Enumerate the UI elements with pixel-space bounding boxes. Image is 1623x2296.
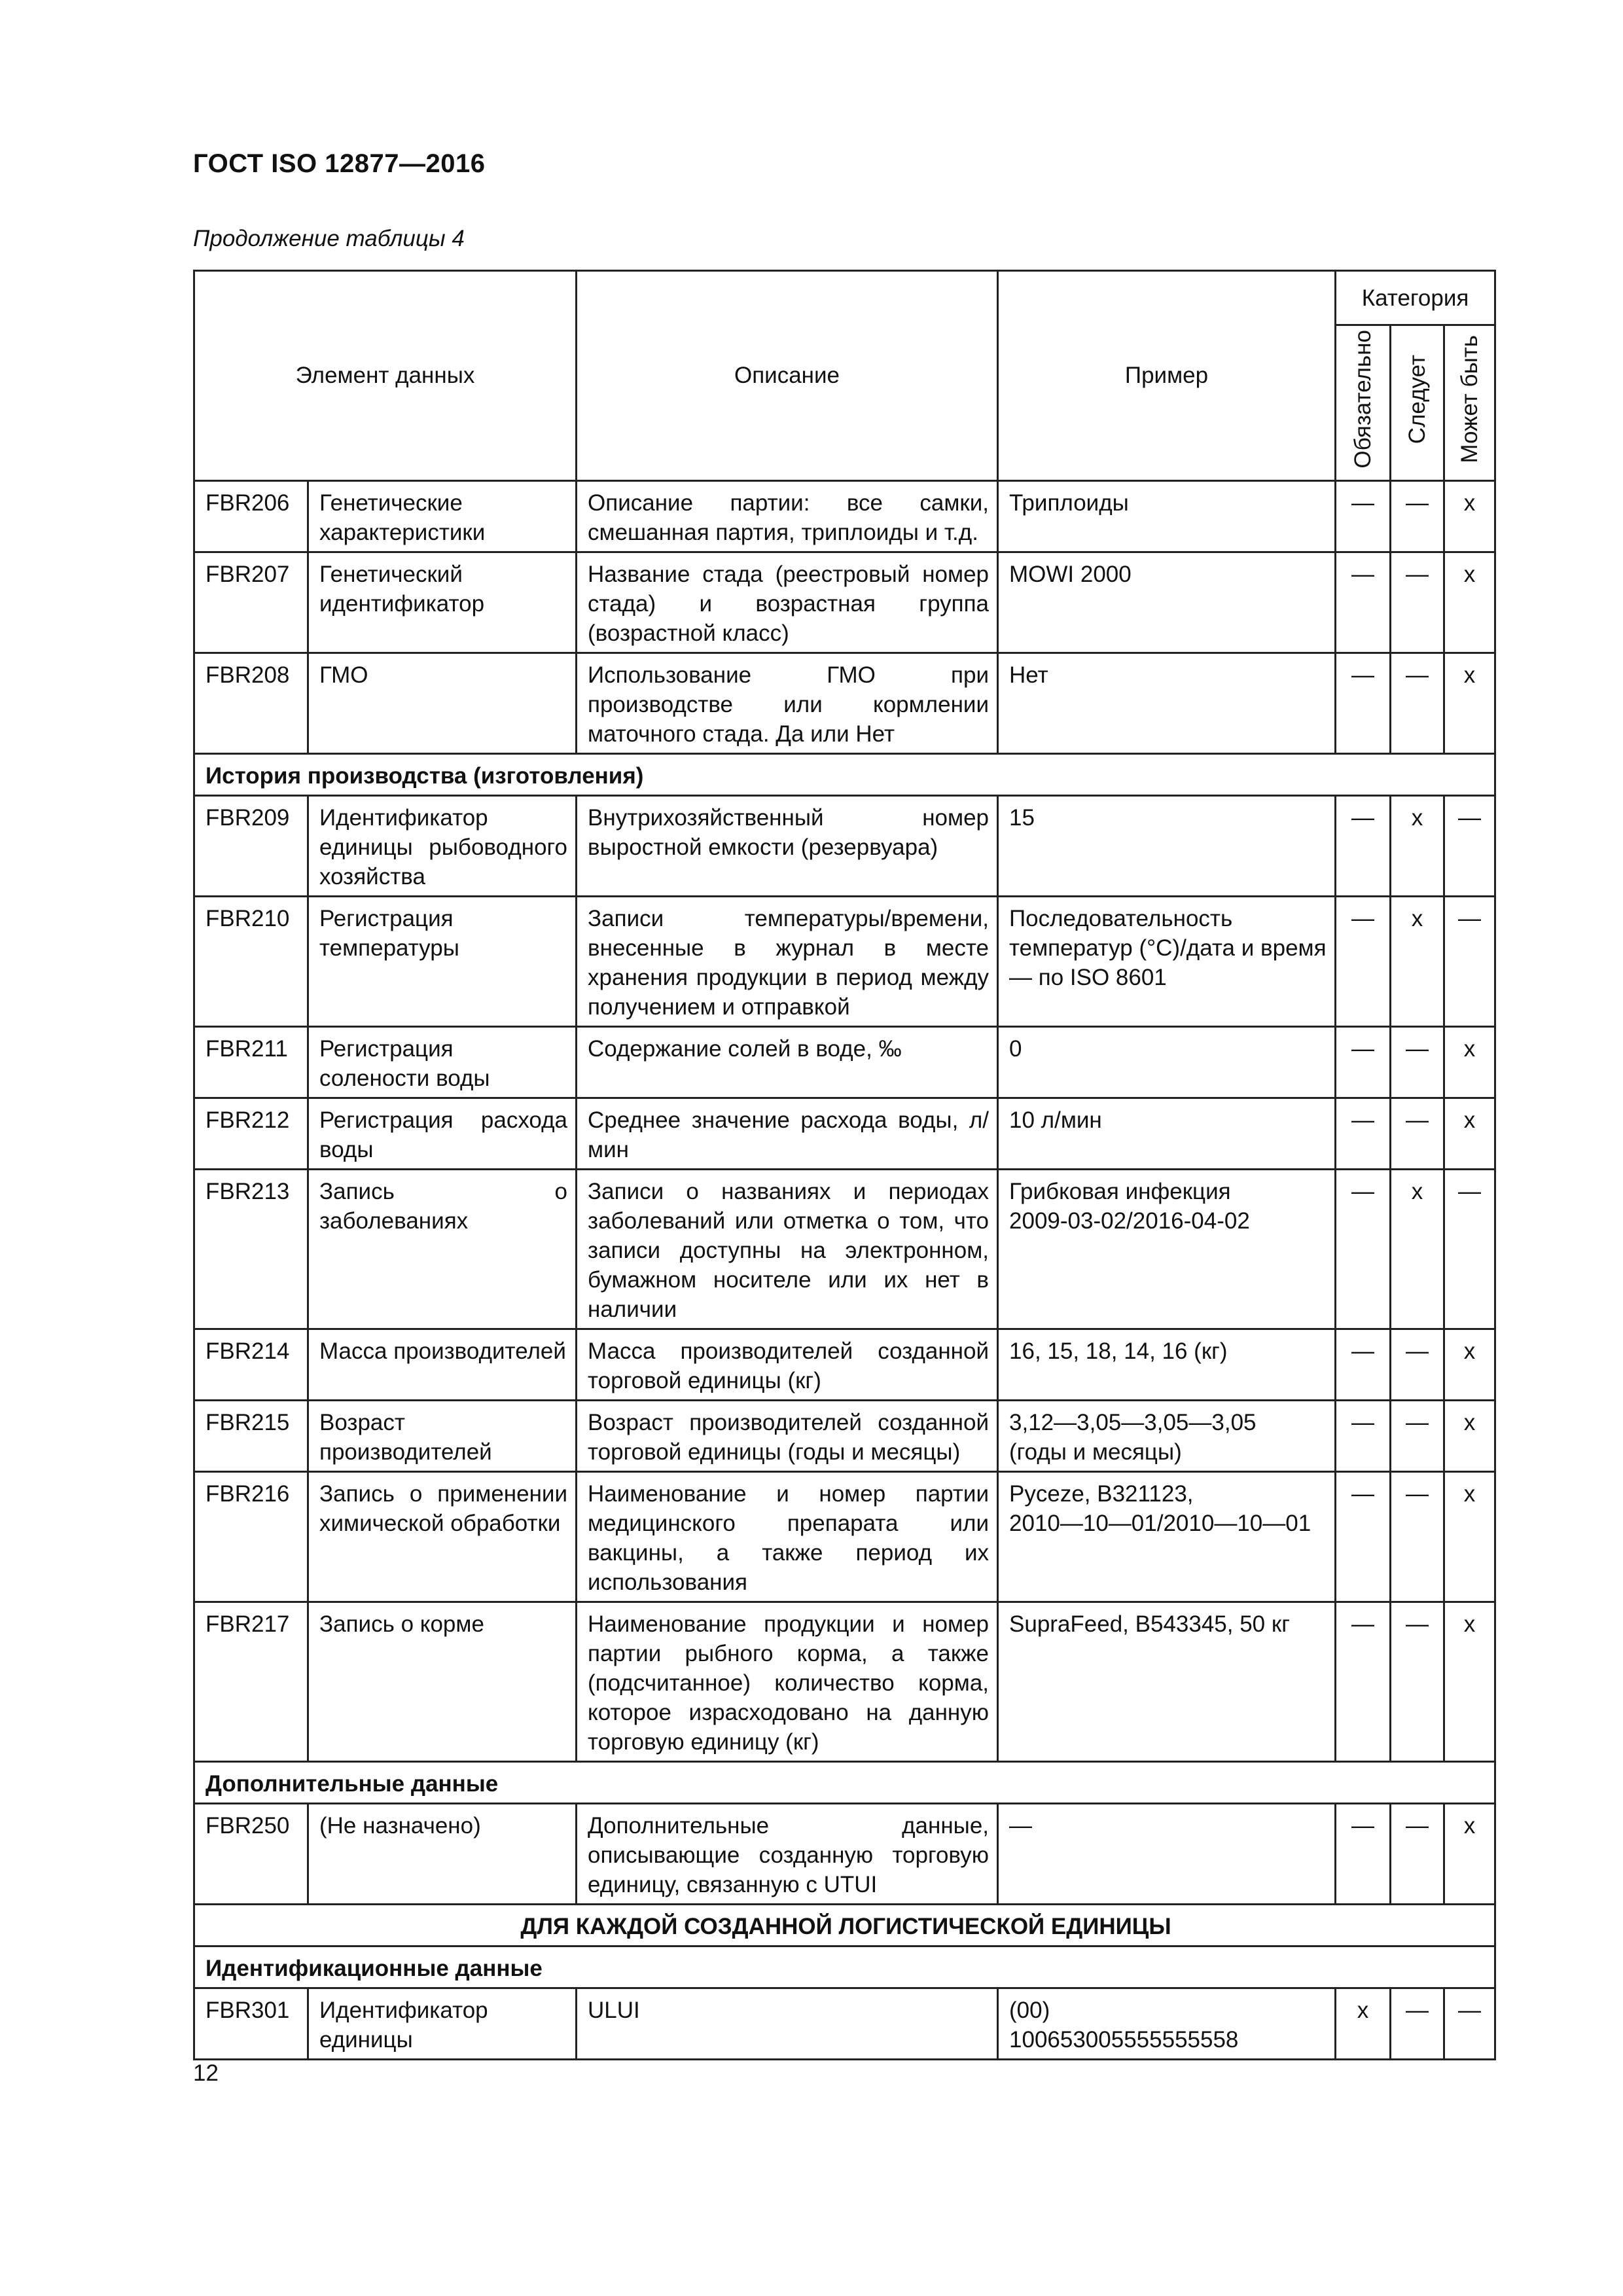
should-mark: — [1391, 480, 1444, 552]
element-example: Грибковая инфекция 2009-03-02/2016-04-02 [998, 1169, 1336, 1329]
element-description: Название стада (реестровый номер стада) и возрастная группа (возрастной класс) [577, 552, 998, 653]
table-row [194, 1400, 1495, 1471]
mandatory-mark: — [1336, 552, 1391, 653]
element-name: Масса производителей [308, 1329, 577, 1400]
element-example: Последовательность температур (°C)/дата и время — по ISO 8601 [998, 896, 1336, 1026]
element-description: Наименование продукции и номер партии рыбного корма, а также (подсчитанное) количество корма, которое израсходовано на данную торговую единицу (кг) [577, 1602, 998, 1761]
element-code: FBR214 [194, 1329, 308, 1400]
element-description: ULUI [577, 1988, 998, 2059]
may-mark: x [1444, 480, 1495, 552]
element-code: FBR212 [194, 1098, 308, 1169]
table-row [194, 653, 1495, 753]
document-title: ГОСТ ISO 12877—2016 [193, 149, 486, 178]
header-may-label: Может быть [1457, 335, 1483, 463]
section-row [194, 1904, 1495, 1946]
mandatory-mark: — [1336, 1400, 1391, 1471]
header-mandatory [1336, 325, 1391, 481]
should-mark: x [1391, 795, 1444, 896]
may-mark: — [1444, 1169, 1495, 1329]
mandatory-mark: — [1336, 1329, 1391, 1400]
should-mark: — [1391, 1329, 1444, 1400]
element-code: FBR209 [194, 795, 308, 896]
may-mark: x [1444, 1329, 1495, 1400]
element-example: 10 л/мин [998, 1098, 1336, 1169]
element-name: Идентификатор единицы рыбоводного хозяйства [308, 795, 577, 896]
may-mark: x [1444, 552, 1495, 653]
data-table [193, 270, 1496, 2060]
section-heading: Идентификационные данные [194, 1946, 1495, 1988]
mandatory-mark: — [1336, 795, 1391, 896]
should-mark: — [1391, 1400, 1444, 1471]
mandatory-mark: — [1336, 1803, 1391, 1904]
should-mark: — [1391, 552, 1444, 653]
should-mark: — [1391, 1602, 1444, 1761]
element-example: 15 [998, 795, 1336, 896]
may-mark: — [1444, 896, 1495, 1026]
table-row [194, 1988, 1495, 2059]
mandatory-mark: — [1336, 1026, 1391, 1098]
mandatory-mark: — [1336, 1471, 1391, 1602]
major-section-heading: ДЛЯ КАЖДОЙ СОЗДАННОЙ ЛОГИСТИЧЕСКОЙ ЕДИНИЦЫ [194, 1904, 1495, 1946]
element-description: Возраст производителей созданной торговой единицы (годы и месяцы) [577, 1400, 998, 1471]
element-description: Дополнительные данные, описывающие созданную торговую единицу, связанную с UTUI [577, 1803, 998, 1904]
mandatory-mark: — [1336, 1169, 1391, 1329]
element-example: — [998, 1803, 1336, 1904]
section-row [194, 1761, 1495, 1803]
header-description: Описание [577, 271, 998, 481]
mandatory-mark: — [1336, 480, 1391, 552]
may-mark: — [1444, 795, 1495, 896]
element-description: Использование ГМО при производстве или кормлении маточного стада. Да или Нет [577, 653, 998, 753]
element-code: FBR213 [194, 1169, 308, 1329]
element-example: Нет [998, 653, 1336, 753]
element-code: FBR217 [194, 1602, 308, 1761]
should-mark: — [1391, 1988, 1444, 2059]
mandatory-mark: — [1336, 896, 1391, 1026]
element-name: Запись о применении химической обработки [308, 1471, 577, 1602]
element-example: 16, 15, 18, 14, 16 (кг) [998, 1329, 1336, 1400]
element-example: Триплоиды [998, 480, 1336, 552]
element-code: FBR207 [194, 552, 308, 653]
table-row [194, 1471, 1495, 1602]
element-description: Среднее значение расхода воды, л/мин [577, 1098, 998, 1169]
header-may [1444, 325, 1495, 481]
may-mark: x [1444, 1026, 1495, 1098]
header-mandatory-label: Обязательно [1350, 330, 1376, 469]
should-mark: x [1391, 896, 1444, 1026]
element-description: Внутрихозяйственный номер выростной емкости (резервуара) [577, 795, 998, 896]
element-example: SupraFeed, B543345, 50 кг [998, 1602, 1336, 1761]
table-row [194, 480, 1495, 552]
table-row [194, 1169, 1495, 1329]
element-name: ГМО [308, 653, 577, 753]
element-name: Генетический идентификатор [308, 552, 577, 653]
element-code: FBR215 [194, 1400, 308, 1471]
table-caption: Продолжение таблицы 4 [193, 226, 465, 251]
element-example: MOWI 2000 [998, 552, 1336, 653]
element-name: Запись о корме [308, 1602, 577, 1761]
element-name: Регистрация расхода воды [308, 1098, 577, 1169]
may-mark: x [1444, 1471, 1495, 1602]
section-row [194, 1946, 1495, 1988]
element-code: FBR208 [194, 653, 308, 753]
may-mark: x [1444, 1803, 1495, 1904]
header-category: Категория [1336, 271, 1495, 325]
table-row [194, 1026, 1495, 1098]
table-row [194, 1602, 1495, 1761]
element-description: Записи о названиях и периодах заболеваний или отметка о том, что записи доступны на электронном, бумажном носителе или их нет в наличии [577, 1169, 998, 1329]
may-mark: x [1444, 1400, 1495, 1471]
element-code: FBR250 [194, 1803, 308, 1904]
element-name: Возраст производителей [308, 1400, 577, 1471]
header-should-label: Следует [1404, 354, 1431, 444]
element-example: (00) 100653005555555558 [998, 1988, 1336, 2059]
should-mark: x [1391, 1169, 1444, 1329]
may-mark: x [1444, 1098, 1495, 1169]
element-example: 3,12—3,05—3,05—3,05 (годы и месяцы) [998, 1400, 1336, 1471]
element-code: FBR206 [194, 480, 308, 552]
should-mark: — [1391, 1803, 1444, 1904]
table-row [194, 1098, 1495, 1169]
element-code: FBR210 [194, 896, 308, 1026]
may-mark: x [1444, 653, 1495, 753]
mandatory-mark: x [1336, 1988, 1391, 2059]
header-should [1391, 325, 1444, 481]
element-description: Масса производителей созданной торговой единицы (кг) [577, 1329, 998, 1400]
header-example: Пример [998, 271, 1336, 481]
should-mark: — [1391, 653, 1444, 753]
table-row [194, 1329, 1495, 1400]
element-code: FBR301 [194, 1988, 308, 2059]
mandatory-mark: — [1336, 653, 1391, 753]
table-row [194, 1803, 1495, 1904]
mandatory-mark: — [1336, 1602, 1391, 1761]
section-row [194, 753, 1495, 795]
section-heading: Дополнительные данные [194, 1761, 1495, 1803]
element-name: Идентификатор единицы [308, 1988, 577, 2059]
table-row [194, 896, 1495, 1026]
header-element: Элемент данных [194, 271, 577, 481]
mandatory-mark: — [1336, 1098, 1391, 1169]
element-example: Pyceze, B321123, 2010—10—01/2010—10—01 [998, 1471, 1336, 1602]
should-mark: — [1391, 1098, 1444, 1169]
element-name: Генетические характеристики [308, 480, 577, 552]
element-name: Регистрация температуры [308, 896, 577, 1026]
section-heading: История производства (изготовления) [194, 753, 1495, 795]
element-code: FBR211 [194, 1026, 308, 1098]
element-description: Содержание солей в воде, ‰ [577, 1026, 998, 1098]
may-mark: — [1444, 1988, 1495, 2059]
should-mark: — [1391, 1026, 1444, 1098]
element-name: Запись о заболеваниях [308, 1169, 577, 1329]
table-row [194, 795, 1495, 896]
element-name: Регистрация солености воды [308, 1026, 577, 1098]
element-code: FBR216 [194, 1471, 308, 1602]
table-row [194, 552, 1495, 653]
element-description: Описание партии: все самки, смешанная партия, триплоиды и т.д. [577, 480, 998, 552]
table-body [194, 480, 1495, 2059]
page-number: 12 [193, 2060, 219, 2086]
element-description: Наименование и номер партии медицинского препарата или вакцины, а также период их использования [577, 1471, 998, 1602]
element-example: 0 [998, 1026, 1336, 1098]
should-mark: — [1391, 1471, 1444, 1602]
may-mark: x [1444, 1602, 1495, 1761]
element-name: (Не назначено) [308, 1803, 577, 1904]
element-description: Записи температуры/времени, внесенные в журнал в месте хранения продукции в период между получением и отправкой [577, 896, 998, 1026]
